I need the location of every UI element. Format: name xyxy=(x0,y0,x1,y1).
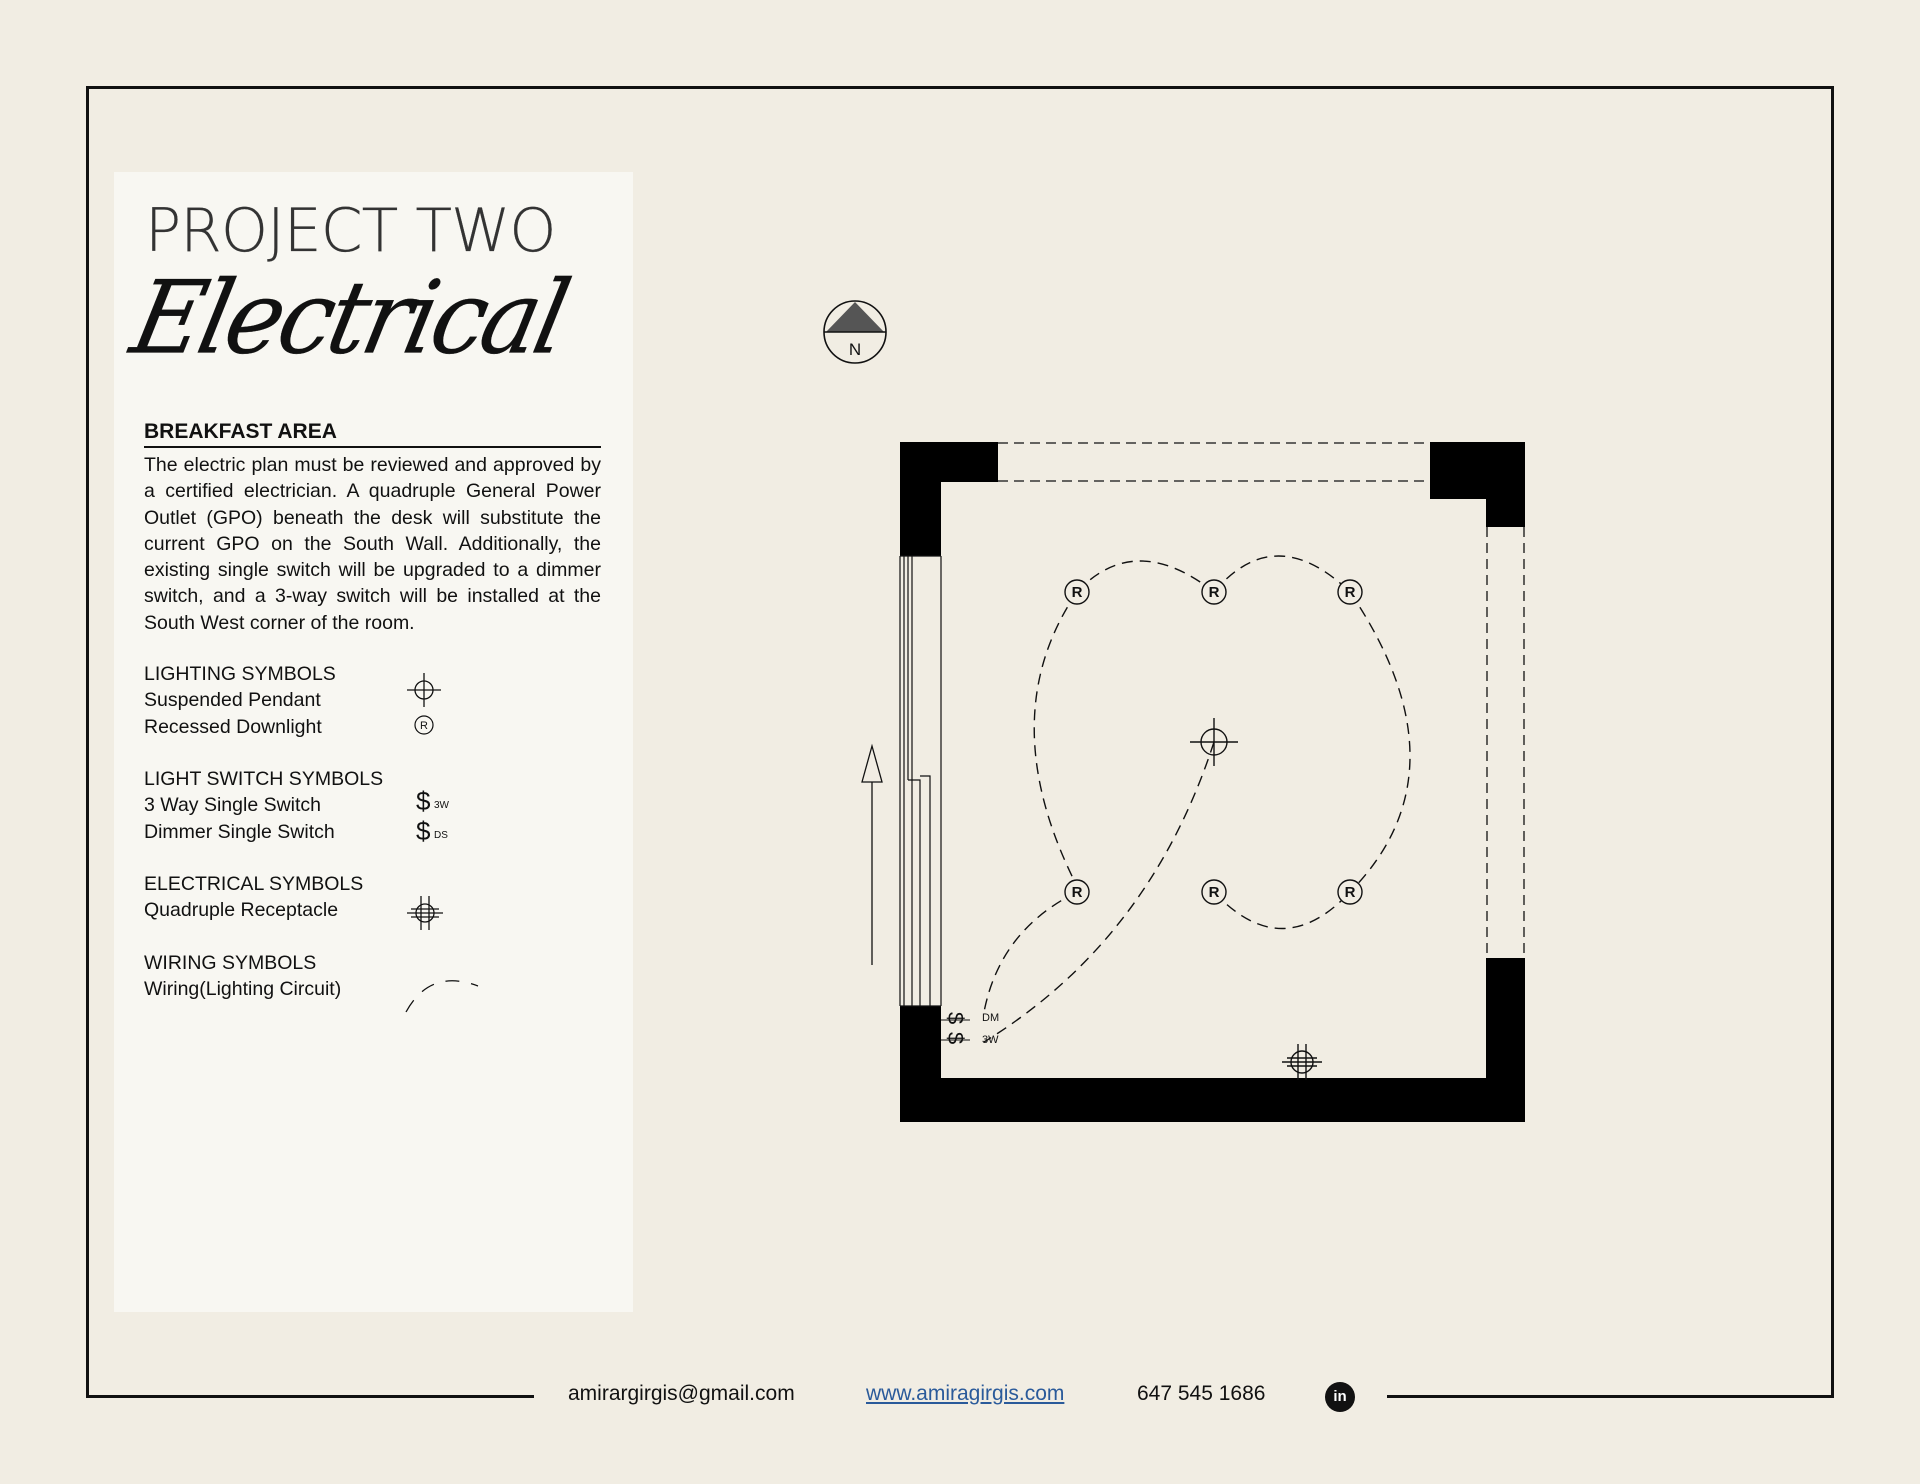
project-subtitle: Electrical xyxy=(122,259,576,377)
section-heading: BREAKFAST AREA xyxy=(144,420,601,448)
footer-website-link[interactable]: www.amiragirgis.com xyxy=(866,1382,1065,1405)
svg-text:$: $ xyxy=(943,1012,968,1025)
downlight-label: R xyxy=(1071,584,1083,601)
west-door xyxy=(900,556,941,1006)
pendant-icon xyxy=(1190,718,1238,766)
svg-text:$: $ xyxy=(416,786,431,816)
north-arrow-icon xyxy=(824,301,886,363)
legend-switches-heading: LIGHT SWITCH SYMBOLS xyxy=(144,768,384,790)
footer-phone: 647 545 1686 xyxy=(1137,1382,1266,1405)
downlight-icon xyxy=(1338,880,1362,904)
svg-text:$: $ xyxy=(416,816,431,846)
legend-item-3way-switch: 3 Way Single Switch xyxy=(144,794,322,817)
downlight-icon xyxy=(1065,880,1089,904)
east-window xyxy=(1487,527,1524,958)
downlight-label: R xyxy=(1344,884,1356,901)
footer-email[interactable]: amirargirgis@gmail.com xyxy=(568,1382,795,1405)
3way-switch-label: 3W xyxy=(982,1034,999,1046)
3way-switch-icon xyxy=(943,1032,999,1046)
receptacle-icon xyxy=(1282,1044,1322,1080)
downlight-icon xyxy=(1202,880,1226,904)
legend-item-suspended-pendant: Suspended Pendant xyxy=(144,689,321,712)
dimmer-switch-icon xyxy=(943,1012,999,1024)
downlight-legend-label: R xyxy=(420,720,428,732)
downlight-label: R xyxy=(1208,884,1220,901)
downlight-icon xyxy=(1202,580,1226,604)
downlight-icon xyxy=(1065,580,1089,604)
dimmer-switch-label: DM xyxy=(982,1012,1000,1024)
linkedin-icon[interactable]: in xyxy=(1325,1382,1355,1412)
downlight-label: R xyxy=(1208,584,1220,601)
lighting-circuit-wiring xyxy=(984,556,1410,1042)
section-description: The electric plan must be reviewed and approved by a certified electrician. A quadruple General Power Outlet (GPO) beneath the desk will substitute the current GPO on the South Wall. Additionally, the existing single switch will be upgraded to a dimmer switch, and a 3-way switch will be installed at the South West corner of the room. xyxy=(144,454,601,634)
switch-3way-legend-code: 3W xyxy=(434,800,449,811)
legend-item-quadruple-receptacle: Quadruple Receptacle xyxy=(144,899,339,922)
door-arrow-icon xyxy=(862,746,882,965)
legend-item-recessed-downlight: Recessed Downlight xyxy=(144,715,322,738)
downlight-label: R xyxy=(1344,584,1356,601)
downlight-label: R xyxy=(1071,884,1083,901)
north-window xyxy=(998,443,1430,481)
downlight-icon xyxy=(1338,580,1362,604)
legend-item-dimmer-switch: Dimmer Single Switch xyxy=(144,820,335,843)
switch-dimmer-legend-code: DS xyxy=(434,830,448,841)
legend-item-wiring: Wiring(Lighting Circuit) xyxy=(144,978,342,1001)
north-label: N xyxy=(848,340,862,359)
legend-electrical-heading: ELECTRICAL SYMBOLS xyxy=(144,873,364,895)
svg-text:$: $ xyxy=(943,1032,968,1045)
legend-wiring-heading: WIRING SYMBOLS xyxy=(144,952,317,974)
project-title: PROJECT TWO xyxy=(145,196,556,266)
legend-lighting-heading: LIGHTING SYMBOLS xyxy=(144,663,336,685)
